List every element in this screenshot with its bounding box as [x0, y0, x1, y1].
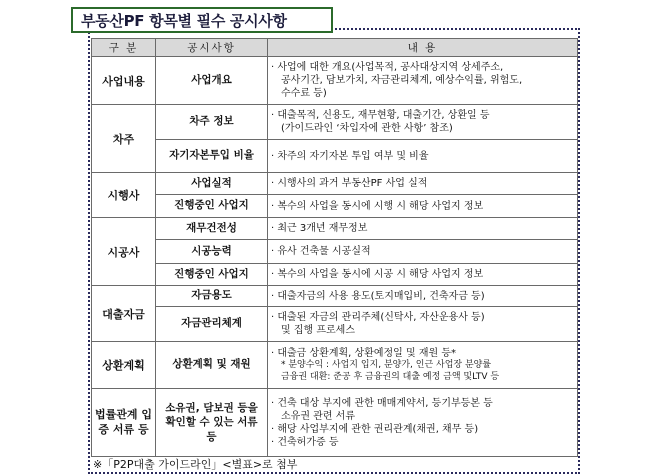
table-row	[92, 218, 578, 240]
item-cell: 재무건전성	[156, 218, 268, 240]
content-cell	[268, 57, 578, 105]
disclosure-table	[91, 38, 578, 457]
header-content: 내 용	[268, 39, 578, 57]
content-line: · 건축 대상 부지에 관한 매매계약서, 등기부등본 등	[271, 397, 493, 409]
category-cell: 대출자금	[92, 286, 156, 342]
item-cell: 상환계획 및 재원	[156, 342, 268, 389]
page-title: 부동산PF 항목별 필수 공시사항	[81, 11, 287, 30]
category-cell: 차주	[92, 105, 156, 173]
footnote: ※「P2P대출 가이드라인」<별표>로 첨부	[93, 458, 298, 471]
table-row	[92, 105, 578, 140]
table-row	[92, 173, 578, 195]
table-row	[92, 264, 578, 286]
content-line: * 분양수익 : 사업지 입지, 분양가, 인근 사업장 분양률	[281, 359, 492, 370]
content-line: · 복수의 사업을 동시에 시행 시 해당 사업지 정보	[271, 200, 484, 212]
item-cell: 자기자본투입 비율	[156, 140, 268, 173]
header-row	[92, 39, 578, 57]
header-category: 구 분	[92, 39, 156, 57]
table-row	[92, 240, 578, 264]
content-line: · 최근 3개년 재무정보	[271, 223, 368, 234]
content-line: 수수료 등)	[281, 88, 327, 99]
content-line: 소유권 관련 서류	[281, 410, 355, 422]
item-cell: 시공능력	[156, 240, 268, 264]
content-cell	[268, 173, 578, 195]
title-box	[71, 7, 333, 33]
category-cell: 상환계획	[92, 342, 156, 389]
category-cell: 사업내용	[92, 57, 156, 105]
content-line: · 대출자금의 사용 용도(토지매입비, 건축자금 등)	[271, 290, 485, 302]
table-row	[92, 195, 578, 218]
content-line: 공사기간, 담보가치, 자금관리체계, 예상수익률, 위험도,	[281, 75, 523, 86]
content-cell	[268, 342, 578, 389]
content-line: · 사업에 대한 개요(사업목적, 공사대상지역 상세주소,	[271, 62, 504, 73]
category-cell: 시행사	[92, 173, 156, 218]
item-cell: 소유권, 담보권 등을 확인할 수 있는 서류 등	[156, 389, 268, 457]
item-cell: 자금관리체계	[156, 307, 268, 342]
table-row	[92, 342, 578, 389]
content-line: · 해당 사업부지에 관한 권리관계(채권, 채무 등)	[271, 423, 479, 435]
content-line: 금융권 대환: 준공 후 금융권의 대출 예정 금액 및LTV 등	[281, 371, 500, 382]
table-row	[92, 389, 578, 457]
content-cell	[268, 195, 578, 218]
header-item: 공시사항	[156, 39, 268, 57]
table-row	[92, 57, 578, 105]
item-cell: 진행중인 사업지	[156, 264, 268, 286]
content-line: · 시행사의 과거 부동산PF 사업 실적	[271, 178, 428, 189]
content-line: 및 집행 프로세스	[281, 325, 355, 336]
item-cell: 자금용도	[156, 286, 268, 307]
item-cell: 사업실적	[156, 173, 268, 195]
content-line: · 대출금 상환계획, 상환예정일 및 재원 등*	[271, 347, 456, 359]
item-cell: 진행중인 사업지	[156, 195, 268, 218]
item-cell: 사업개요	[156, 57, 268, 105]
content-cell	[268, 140, 578, 173]
table-row	[92, 307, 578, 342]
item-cell: 차주 정보	[156, 105, 268, 140]
content-line: · 차주의 자기자본 투입 여부 및 비율	[271, 150, 429, 162]
content-line: · 대출목적, 신용도, 재무현황, 대출기간, 상환일 등	[271, 110, 490, 121]
table-row	[92, 140, 578, 173]
table-row	[92, 286, 578, 307]
content-line: · 복수의 사업을 동시에 시공 시 해당 사업지 정보	[271, 269, 484, 280]
content-line: · 건축허가증 등	[271, 436, 339, 448]
content-cell	[268, 389, 578, 457]
content-cell	[268, 286, 578, 307]
content-cell	[268, 218, 578, 240]
category-cell: 시공사	[92, 218, 156, 286]
content-cell	[268, 264, 578, 286]
content-line: (가이드라인 ‘차입자에 관한 사항’ 참조)	[281, 123, 453, 134]
category-cell: 법률관계 입증 서류 등	[92, 389, 156, 457]
content-line: · 유사 건축물 시공실적	[271, 246, 371, 257]
content-cell	[268, 240, 578, 264]
content-line: · 대출된 자금의 관리주체(신탁사, 자산운용사 등)	[271, 312, 485, 323]
content-cell	[268, 307, 578, 342]
content-cell	[268, 105, 578, 140]
